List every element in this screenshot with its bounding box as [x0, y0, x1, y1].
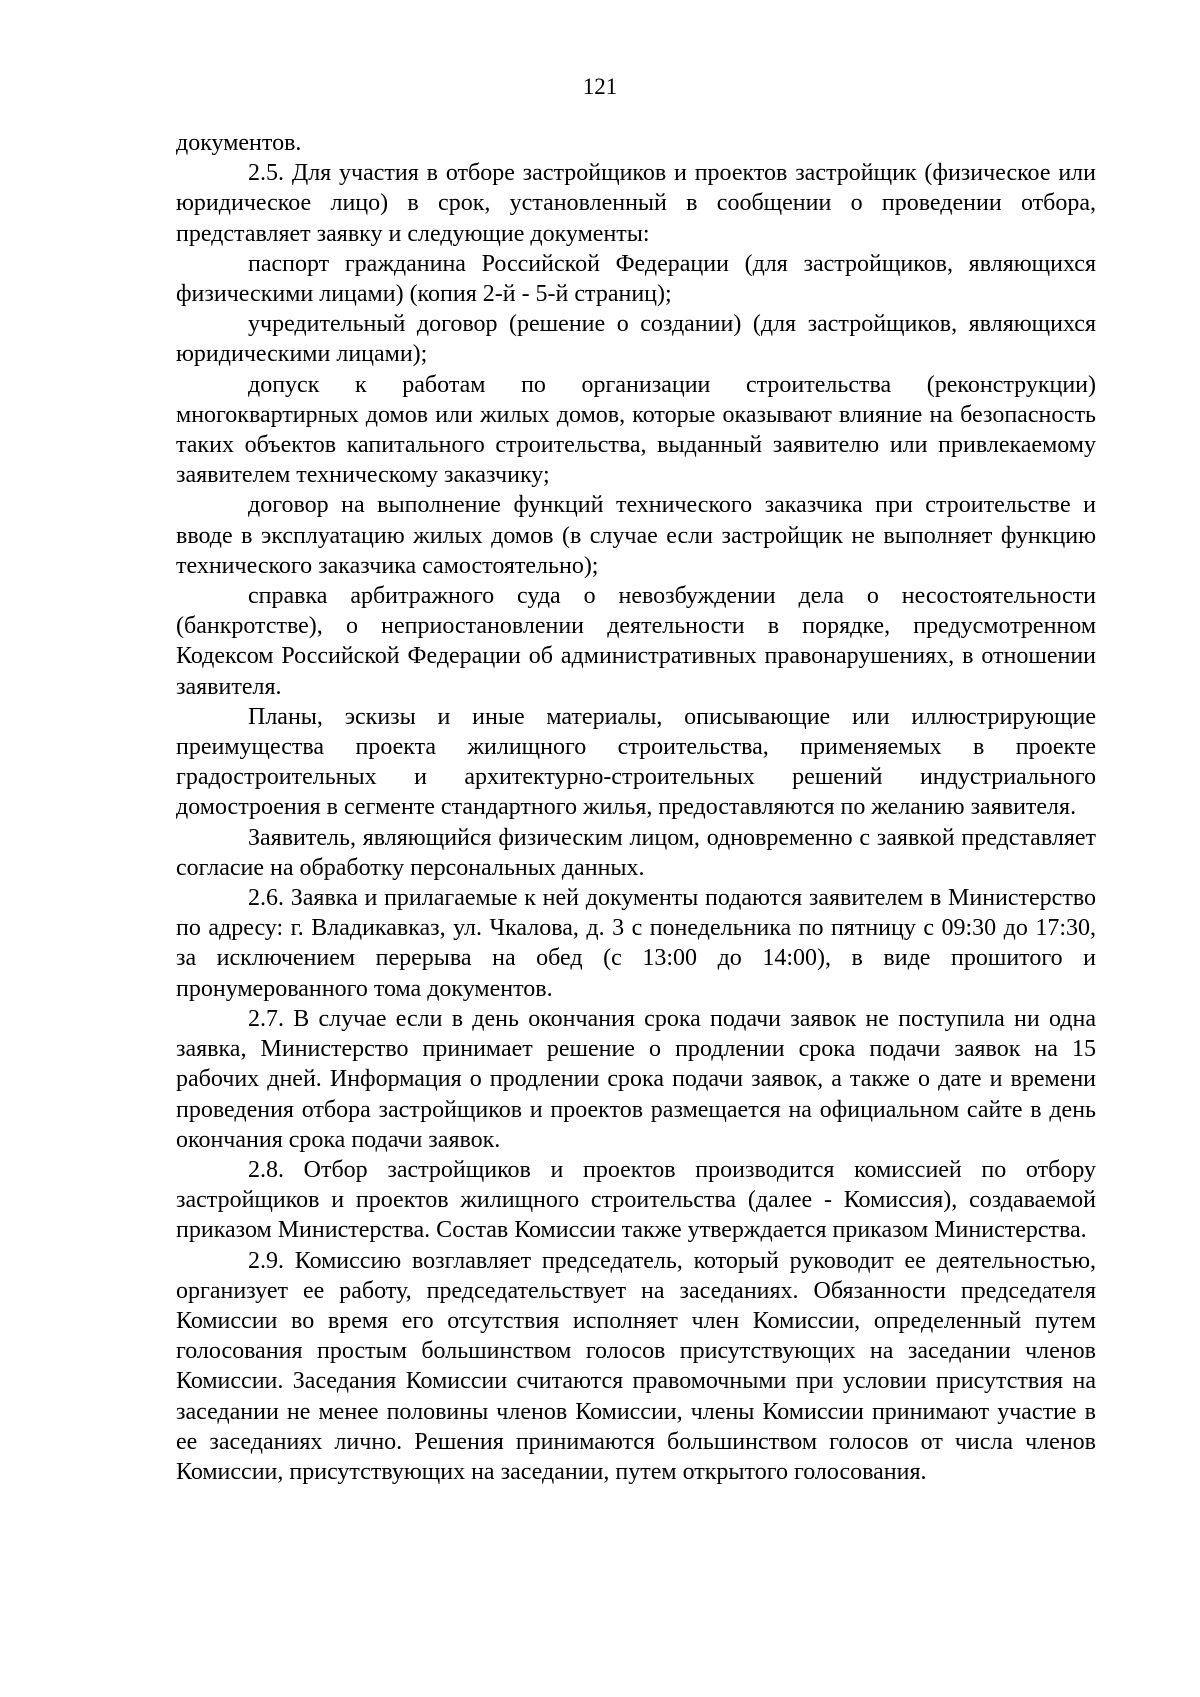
list-item-technical-customer-contract: договор на выполнение функций технического заказчика при строительстве и вводе в эксплуатацию жилых домов (в случае если застройщик не выполняет функцию технического заказчика самостоятельно);	[176, 492, 1096, 579]
paragraph-personal-data-consent: Заявитель, являющийся физическим лицом, одновременно с заявкой представляет согласие на обработку персональных данных.	[176, 824, 1096, 881]
document-body	[176, 128, 1096, 1487]
paragraph-2-5: 2.5. Для участия в отборе застройщиков и проектов застройщик (физическое или юридическое лицо) в срок, установленный в сообщении о проведении отбора, представляет заявку и следующие документы:	[176, 160, 1096, 247]
list-item-arbitration-certificate: справка арбитражного суда о невозбуждении дела о несостоятельности (банкротстве), о неприостановлении деятельности в порядке, предусмотренном Кодексом Российской Федерации об административных правонарушениях, в отношении заявителя.	[176, 583, 1096, 700]
paragraph-plans-sketches: Планы, эскизы и иные материалы, описывающие или иллюстрирующие преимущества проекта жилищного строительства, применяемых в проекте градостроительных и архитектурно-строительных решений индустриального домостроения в сегменте стандартного жилья, предоставляются по желанию заявителя.	[176, 703, 1096, 821]
page-number: 121	[582, 74, 618, 99]
list-item-passport: паспорт гражданина Российской Федерации (для застройщиков, являющихся физическими лицами) (копия 2-й - 5-й страниц);	[176, 250, 1096, 308]
paragraph-2-6: 2.6. Заявка и прилагаемые к ней документы подаются заявителем в Министерство по адресу: г. Владикавказ, ул. Чкалова, д. 3 с понедельника по пятницу с 09:30 до 17:30, за исключением перерыва на обед (с 13:00 до 14:00), в виде прошитого и пронумерованного тома документов.	[176, 885, 1096, 1002]
paragraph-continuation: документов.	[176, 130, 302, 156]
paragraph-2-8: 2.8. Отбор застройщиков и проектов производится комиссией по отбору застройщиков и проектов жилищного строительства (далее - Комиссия), создаваемой приказом Министерства. Состав Комиссии также утверждается приказом Министерства.	[176, 1156, 1096, 1244]
list-item-construction-permit: допуск к работам по организации строительства (реконструкции) многоквартирных домов или жилых домов, которые оказывают влияние на безопасность таких объектов капитального строительства, выданный заявителю или привлекаемому заявителем техническому заказчику;	[176, 371, 1096, 489]
paragraph-2-7: 2.7. В случае если в день окончания срока подачи заявок не поступила ни одна заявка, Министерство принимает решение о продлении срока подачи заявок на 15 рабочих дней. Информация о продлении срока подачи заявок, а также о дате и времени проведения отбора застройщиков и проектов размещается на официальном сайте в день окончания срока подачи заявок.	[176, 1005, 1096, 1153]
paragraph-2-9: 2.9. Комиссию возглавляет председатель, который руководит ее деятельностью, организует ее работу, председательствует на заседаниях. Обязанности председателя Комиссии во время его отсутствия исполняет член Комиссии, определенный путем голосования простым большинством голосов присутствующих на заседании членов Комиссии. Заседания Комиссии считаются правомочными при условии присутствия на заседании не менее половины членов Комиссии, члены Комиссии принимают участие в ее заседаниях лично. Решения принимаются большинством голосов от числа членов Комиссии, присутствующих на заседании, путем открытого голосования.	[176, 1247, 1096, 1485]
list-item-founding-agreement: учредительный договор (решение о создании) (для застройщиков, являющихся юридическими лицами);	[176, 311, 1096, 368]
